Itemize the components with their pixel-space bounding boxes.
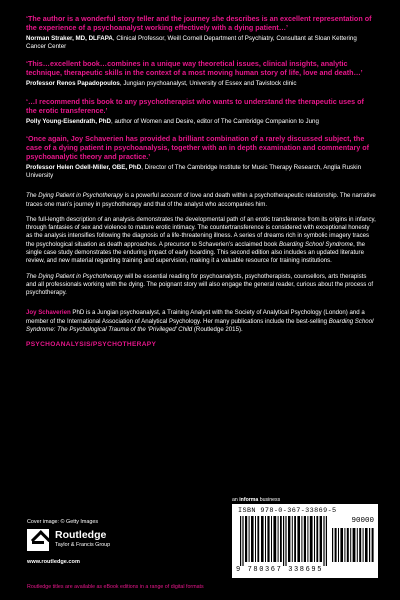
routledge-logo-icon — [27, 529, 49, 551]
description-text: is a powerful account of love and death within a psychotherapeutic relationship. The narrative traces one man’s journey in psychotherapy and that of the analyst who accompanies him. — [26, 192, 376, 208]
publisher-group: Taylor & Francis Group — [55, 542, 111, 548]
book-title-italic: The Dying Patient in Psychotherapy — [26, 272, 123, 280]
addon-barcode-icon — [332, 528, 374, 562]
price-code: 90000 — [351, 517, 374, 525]
isbn-barcode — [232, 504, 378, 578]
quote-attribution — [26, 118, 376, 126]
endorser-role: , Clinical Professor, Weill Cornell Department of Psychiatry, Consultant at Sloan Kettering Cancer Center — [26, 35, 357, 51]
author-bio — [26, 309, 376, 334]
quote-text: ‘Once again, Joy Schaverien has provided a brilliant combination of a rarely discussed subject, the case of a dying patient in psychoanalysis, together with an in depth examination and commentary of psychoanalytic theory and practice.’ — [26, 133, 370, 161]
author-bio-text: PhD is a Jungian psychoanalyst, a Training Analyst with the Society of Analytical Psychology (London) and a member of the International Association of Analytical Psychology. Her many publications include the best-selling — [26, 309, 365, 325]
isbn-number: ISBN 978-0-367-33869-5 — [238, 507, 337, 515]
endorsement-quote — [26, 97, 376, 126]
endorser-role: , author of Women and Desire, editor of The Cambridge Companion to Jung — [111, 117, 319, 125]
endorser-name: Professor Renos Papadopoulos — [26, 80, 120, 88]
endorser-name: Polly Young-Eisendrath, PhD — [26, 117, 112, 125]
endorsement-quote — [26, 59, 376, 88]
cover-image-credit: Cover image: © Getty Images — [27, 519, 99, 525]
quote-text: ‘…I recommend this book to any psychotherapist who wants to understand the therapeutic uses of the erotic transference.’ — [26, 96, 364, 115]
author-bio-text: (Routledge 2015). — [192, 326, 243, 334]
description-para-1 — [26, 192, 376, 209]
description-para-2 — [26, 216, 376, 266]
endorsement-quote — [26, 134, 376, 180]
informa-prefix: an — [232, 497, 238, 503]
author-name: Joy Schaverien — [26, 309, 71, 317]
quote-attribution — [26, 164, 376, 180]
barcode-bars-icon — [240, 516, 328, 566]
book-title-italic: The Dying Patient in Psychotherapy — [26, 192, 123, 200]
description-text: will be essential reading for psychoanalysts, psychotherapists, counsellors, arts therapists and all professionals working with the dying. The poignant story will also engage the general reader, curious about the process of psychotherapy. — [26, 272, 374, 297]
quote-text: ‘This…excellent book…combines in a unique way theoretical issues, clinical insights, analytic technique, therapeutic skills in the context of a most moving human story of life, love and death…’ — [26, 59, 363, 78]
informa-brand: informa — [239, 497, 259, 503]
endorser-role: , Director of The Cambridge Institute for Music Therapy Research, Anglia Ruskin University — [26, 163, 362, 180]
quote-text: ‘The author is a wonderful story teller and the journey she describes is an excellent representation of the experience of a psychoanalyst working effectively with a dying patient…’ — [26, 14, 372, 32]
quote-attribution — [26, 35, 376, 51]
ebook-note: Routledge titles are available as eBook editions in a range of digital formats — [27, 584, 204, 590]
quote-attribution — [26, 80, 376, 88]
barcode-digits: 9 780367 338695 — [236, 566, 324, 574]
endorser-name: Professor Helen Odell-Miller, OBE, PhD — [26, 163, 142, 171]
description-text: , the single case study demonstrates the enduring impact of early boarding. This second edition also includes an updated literature review, and new material regarding training and supervision, making it a valuable resource for training institutions. — [26, 240, 365, 265]
publisher-logo — [27, 529, 187, 557]
subject-category: PSYCHOANALYSIS/PSYCHOTHERAPY — [26, 341, 157, 349]
informa-suffix: business — [258, 497, 281, 503]
description-para-3 — [26, 273, 376, 298]
publisher-name: Routledge — [55, 529, 107, 541]
endorsement-quote — [26, 14, 376, 51]
description-text: The full-length description of an analysis demonstrates the developmental path of an erotic transference from its origins in infancy, through fantasies of sex and violence to mature erotic intimacy. The countertransference is considered with exceptional honesty as the analysis intensifies following the diagnosis of a life-threatening illness. A series of dreams rich in symbolic imagery traces the psychological situation as death approaches. A precursor to Schaverien’s acclaimed book — [26, 215, 376, 248]
related-book-title: Boarding School Syndrome — [278, 240, 354, 248]
publisher-website[interactable]: www.routledge.com — [27, 559, 80, 565]
endorser-role: , Jungian psychoanalyst, University of Essex and Tavistock clinic — [119, 80, 297, 88]
endorsements — [26, 14, 376, 180]
endorser-name: Norman Straker, MD, DLFAPA — [26, 35, 113, 42]
informa-business-mark — [232, 497, 280, 503]
related-book-title: Boarding School Syndrome: The Psychological Trauma of the ‘Privileged’ Child — [26, 317, 374, 334]
